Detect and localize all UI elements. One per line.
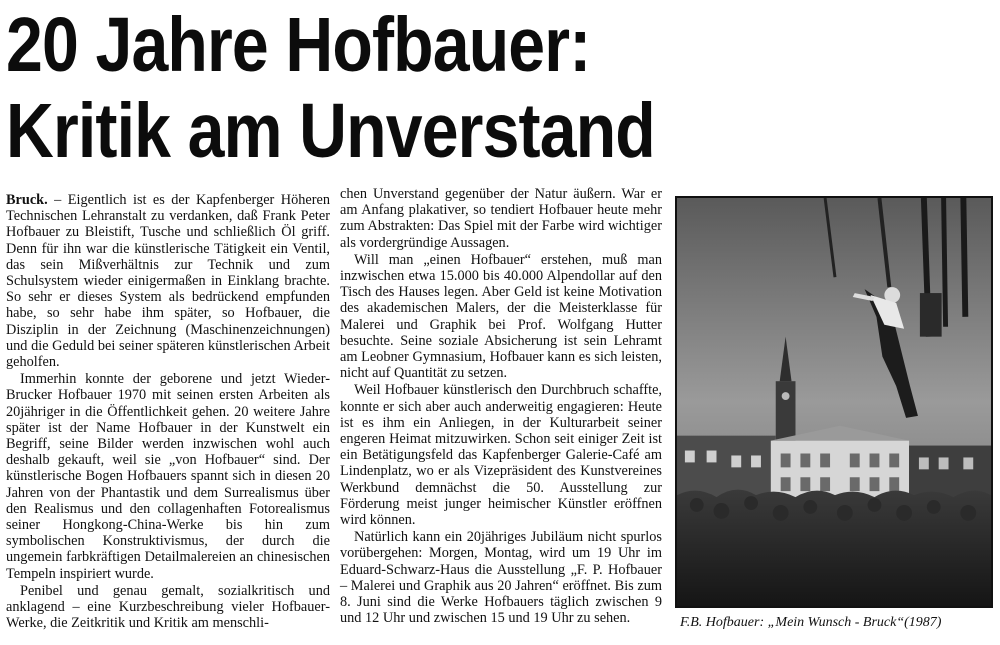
headline: [6, 2, 655, 174]
article-column-1: [6, 192, 330, 631]
paragraph: chen Unverstand gegenüber der Natur äußern. War er am Anfang plakativer, so tendiert Hofbauer heute mehr zum Abstrakten: Das Spiel mit der Farbe wird wichtiger als vordergründige Aussagen.: [340, 186, 662, 251]
headline-line-1: 20 Jahre Hofbauer:: [6, 2, 591, 88]
paragraph: Weil Hofbauer künstlerisch den Durchbruch schaffte, konnte er sich aber auch anderweitig engagieren: Heute ist es ihm ein Anliegen, in der Kulturarbeit seiner engeren Heimat mitzuwirken. Schon seit einiger Zeit ist ein Betätigungsfeld das Kapfenberger Galerie-Café am Lindenplatz, wo er als Vizepräsident des Kunstvereines Werkbund demnächst die 50. Ausstellung zur Förderung meist junger heimischer Künstler eröffnen wird können.: [340, 382, 662, 529]
paragraph-text: – Eigentlich ist es der Kapfenberger Höheren Technischen Lehranstalt zu verdanken, daß Frank Peter Hofbauer zu Bleistift, Tusche und schließlich Öl griff. Denn für ihn war die künstlerische Tätigkeit ein Ventil, das sein Mißverhältnis zur Technik und zum Schulsystem wieder einigermaßen in Einklang brachte. So sehr er dieses System als bedrückend empfunden habe, so sehr habe ihm später, so Hofbauer, die Disziplin in der Zeichnung (Maschinenzeichnungen) und die Geduld bei seiner späteren künstlerischen Arbeit geholfen.: [6, 192, 330, 371]
paragraph: [6, 192, 330, 370]
paragraph: Penibel und genau gemalt, sozialkritisch und anklagend – eine Kurzbeschreibung vieler Hofbauer-Werke, die Zeitkritik und Kritik am menschli-: [6, 582, 330, 632]
paragraph: Immerhin konnte der geborene und jetzt Wieder-Brucker Hofbauer 1970 mit seinen ersten Arbeiten als 20jähriger in die Öffentlichkeit gehen. 20 weitere Jahre später ist der Name Hofbauer in der Kunstwelt ein Begriff, seine Bilder werden inzwischen wohl auch deshalb gekauft, weil sie „von Hofbauer“ sind. Der künstlerische Bogen Hofbauers spannt sich in diesen 20 Jahren von der Phantastik und dem Surrealismus über den Realismus und den collagenhaften Fotorealismus seiner Hongkong-China-Werke bis hin zum symbolischen Konstruktivismus, der durch die ungemein farbkräftigen Detailmalereien an chinesischen Tempeln inspiriert wurde.: [6, 371, 330, 582]
photo-caption: F.B. Hofbauer: „Mein Wunsch - Bruck“(1987): [680, 615, 942, 630]
headline-line-2: Kritik am Unverstand: [6, 88, 655, 174]
dateline: Bruck.: [6, 192, 48, 208]
painting-illustration: [677, 198, 991, 606]
paragraph: Natürlich kann ein 20jähriges Jubiläum nicht spurlos vorübergehen: Morgen, Montag, wird um 19 Uhr im Eduard-Schwarz-Haus die Ausstellung „F. P. Hofbauer – Malerei und Graphik aus 20 Jahren“ eröffnet. Bis zum 8. Juni sind die Werke Hofbauers täglich zwischen 9 und 12 Uhr und zwischen 15 und 19 Uhr zu sehen.: [340, 529, 662, 627]
paragraph: Will man „einen Hofbauer“ erstehen, muß man inzwischen etwa 15.000 bis 40.000 Alpendollar auf den Tisch des Hauses legen. Aber Geld ist keine Motivation des akademischen Malers, der die Meisterklasse für Malerei und Graphik bei Prof. Wolfgang Hutter besuchte. Seine soziale Absicherung ist sein Lehramt am Leobner Gymnasium, Hofbauer kann es sich leisten, nicht auf Quantität zu setzen.: [340, 251, 662, 382]
article-column-2: [340, 186, 662, 626]
painting-photo: [675, 196, 993, 608]
